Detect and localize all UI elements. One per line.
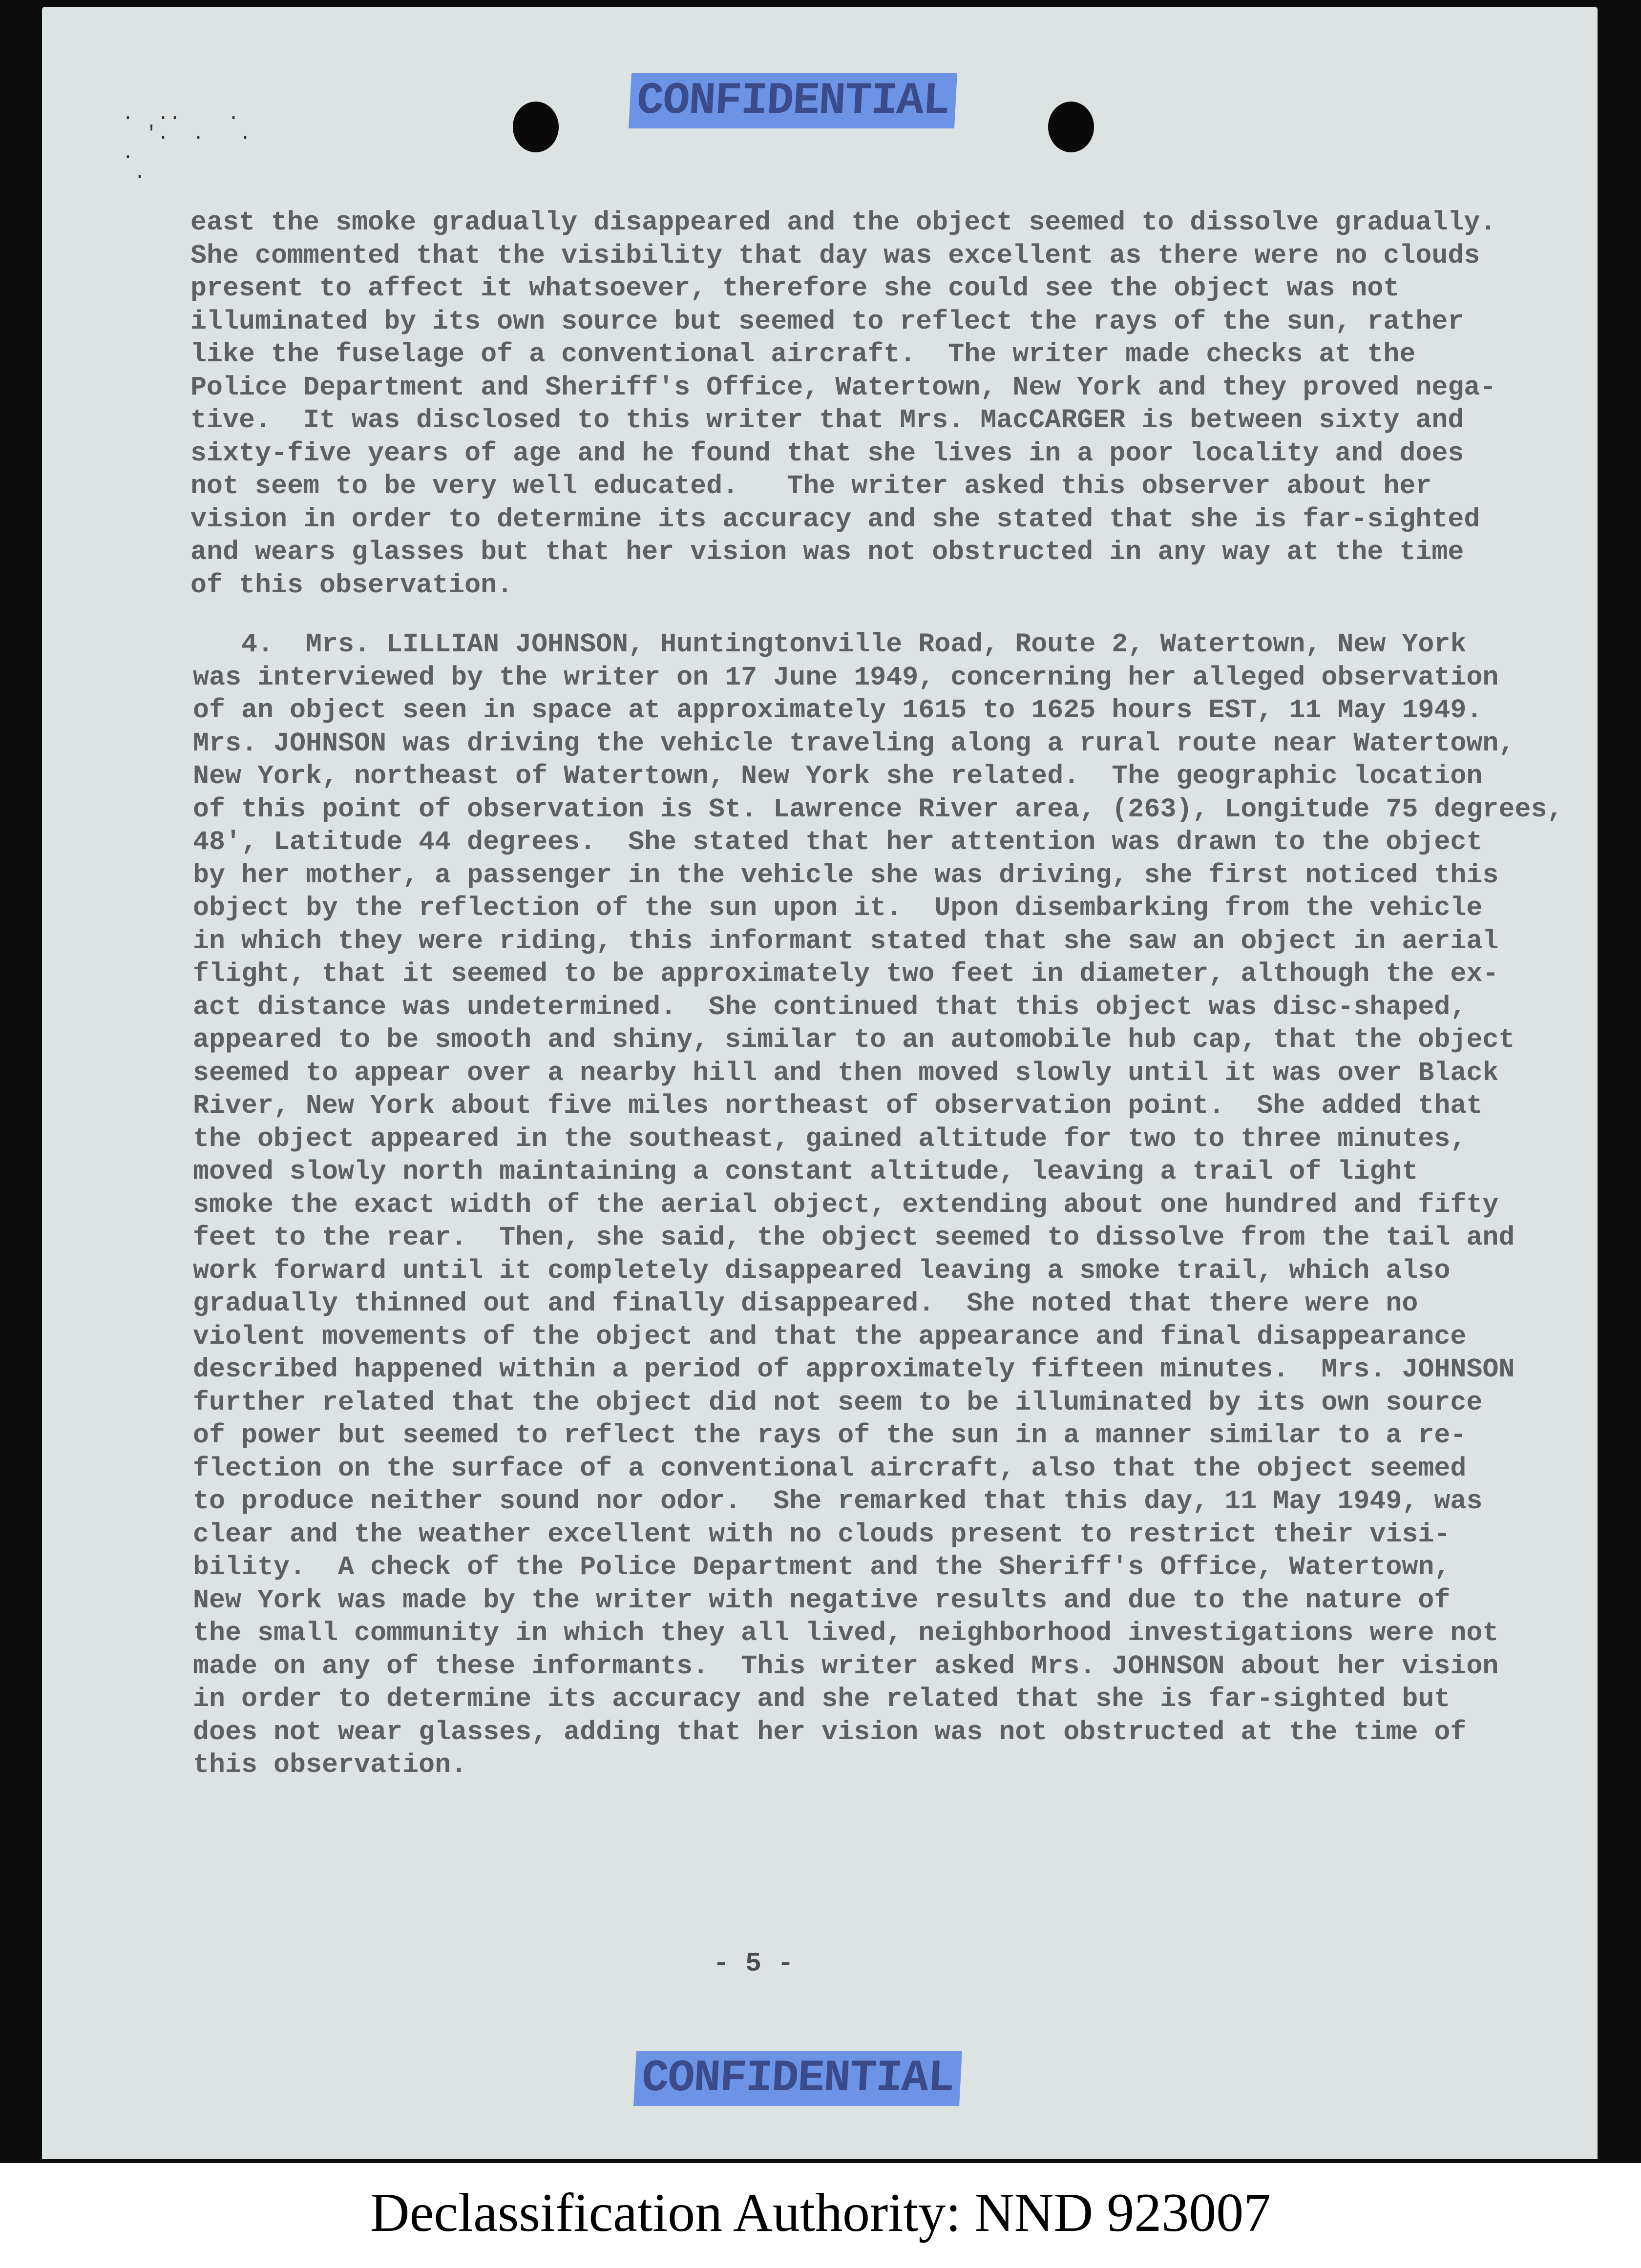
text-line: smoke the exact width of the aerial object, extending about one hundred and fifty	[193, 1189, 1499, 1220]
punch-hole-right	[1048, 102, 1094, 152]
text-line: of an object seen in space at approximately 1615 to 1625 hours EST, 11 May 1949.	[193, 695, 1483, 726]
text-line: work forward until it completely disappeared leaving a smoke trail, which also	[193, 1255, 1451, 1286]
text-line: was interviewed by the writer on 17 June 1949, concerning her alleged observation	[193, 662, 1499, 693]
text-line: Police Department and Sheriff's Office, Watertown, New York and they proved nega-	[190, 372, 1496, 403]
text-line: moved slowly north maintaining a constant altitude, leaving a trail of light	[193, 1156, 1418, 1187]
text-line: and wears glasses but that her vision was not obstructed in any way at the time	[190, 537, 1464, 567]
text-line: does not wear glasses, adding that her vision was not obstructed at the time of	[193, 1716, 1467, 1748]
paragraph-3-continuation	[190, 206, 1496, 602]
text-line: further related that the object did not seem to be illuminated by its own source	[193, 1387, 1483, 1418]
text-line: Mrs. JOHNSON was driving the vehicle traveling along a rural route near Watertown,	[193, 728, 1515, 759]
text-line: object by the reflection of the sun upon it. Upon disembarking from the vehicle	[193, 893, 1483, 923]
text-line: violent movements of the object and that the appearance and final disappearance	[193, 1321, 1467, 1352]
text-line: east the smoke gradually disappeared and the object seemed to dissolve gradually.	[190, 207, 1496, 238]
text-line: to produce neither sound nor odor. She remarked that this day, 11 May 1949, was	[193, 1486, 1483, 1517]
text-line: vision in order to determine its accuracy and she stated that she is far-sighted	[190, 503, 1480, 535]
text-line: this observation.	[193, 1749, 467, 1780]
text-line: by her mother, a passenger in the vehicle she was driving, she first noticed this	[193, 859, 1499, 891]
text-line: 48', Latitude 44 degrees. She stated that her attention was drawn to the object	[193, 827, 1483, 857]
text-line: illuminated by its own source but seemed to reflect the rays of the sun, rather	[190, 306, 1464, 337]
confidential-stamp-top: CONFIDENTIAL	[629, 73, 957, 128]
confidential-stamp-bottom: CONFIDENTIAL	[633, 2051, 962, 2106]
text-line: River, New York about five miles northeast of observation point. She added that	[193, 1090, 1483, 1121]
text-line: sixty-five years of age and he found that she lives in a poor locality and does	[190, 437, 1464, 469]
text-line: in order to determine its accuracy and she related that she is far-sighted but	[193, 1684, 1451, 1714]
declassification-caption: Declassification Authority: NND 923007	[370, 2183, 1271, 2243]
text-line: in which they were riding, this informant stated that she saw an object in aerial	[193, 925, 1499, 957]
text-line: She commented that the visibility that day was excellent as there were no clouds	[190, 240, 1480, 271]
text-line: clear and the weather excellent with no clouds present to restrict their visi-	[193, 1519, 1451, 1550]
text-line: like the fuselage of a conventional aircraft. The writer made checks at the	[190, 339, 1416, 370]
page-number: - 5 -	[713, 1948, 794, 1979]
paragraph-4	[193, 628, 1563, 1782]
text-line: described happened within a period of approximately fifteen minutes. Mrs. JOHNSON	[193, 1354, 1515, 1385]
text-line: feet to the rear. Then, she said, the object seemed to dissolve from the tail and	[193, 1222, 1515, 1253]
text-line: of this point of observation is St. Lawrence River area, (263), Longitude 75 degrees,	[193, 793, 1563, 825]
text-line: act distance was undetermined. She continued that this object was disc-shaped,	[193, 991, 1467, 1022]
text-line: made on any of these informants. This writer asked Mrs. JOHNSON about her vision	[193, 1650, 1499, 1682]
text-line: 4. Mrs. LILLIAN JOHNSON, Huntingtonville Road, Route 2, Watertown, New York	[193, 629, 1467, 660]
text-line: gradually thinned out and finally disappeared. She noted that there were no	[193, 1288, 1418, 1319]
text-line: flight, that it seemed to be approximately two feet in diameter, although the ex-	[193, 958, 1499, 989]
text-line: the object appeared in the southeast, gained altitude for two to three minutes,	[193, 1123, 1467, 1154]
text-line: tive. It was disclosed to this writer that Mrs. MacCARGER is between sixty and	[190, 405, 1464, 436]
text-line: of this observation.	[190, 569, 513, 601]
punch-hole-left	[513, 102, 559, 152]
text-line: New York, northeast of Watertown, New York she related. The geographic location	[193, 761, 1483, 791]
text-line: flection on the surface of a conventional aircraft, also that the object seemed	[193, 1453, 1467, 1484]
text-line: seemed to appear over a nearby hill and then moved slowly until it was over Black	[193, 1057, 1499, 1088]
text-line: present to affect it whatsoever, therefore she could see the object was not	[190, 273, 1400, 304]
text-line: New York was made by the writer with negative results and due to the nature of	[193, 1584, 1451, 1616]
text-line: appeared to be smooth and shiny, similar to an automobile hub cap, that the object	[193, 1024, 1515, 1055]
text-line: the small community in which they all lived, neighborhood investigations were not	[193, 1618, 1499, 1648]
text-line: bility. A check of the Police Department and the Sheriff's Office, Watertown,	[193, 1552, 1451, 1582]
text-line: of power but seemed to reflect the rays of the sun in a manner similar to a re-	[193, 1420, 1467, 1451]
scan-specks: . .. . '. . . . .	[122, 104, 252, 184]
text-line: not seem to be very well educated. The writer asked this observer about her	[190, 471, 1432, 501]
